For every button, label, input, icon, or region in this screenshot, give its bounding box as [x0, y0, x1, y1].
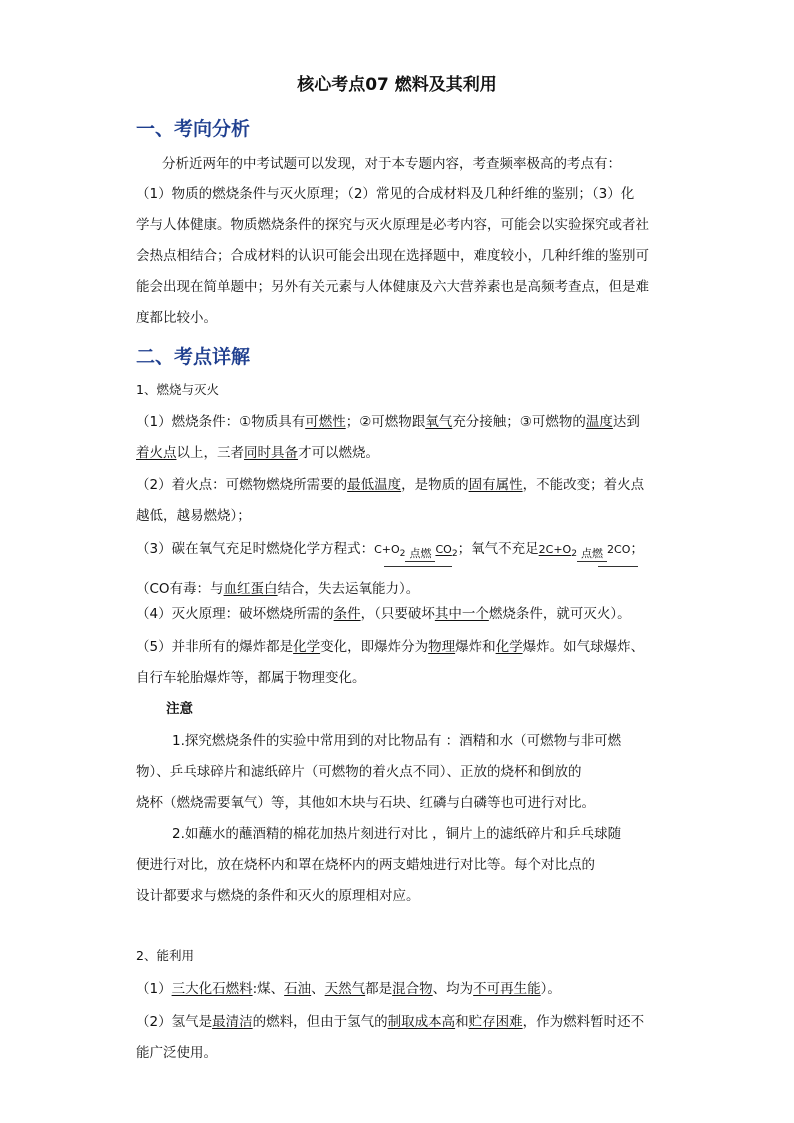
item-3-note-line: （CO有毒：与血红蛋白结合，失去运氧能力）。	[136, 581, 420, 597]
paragraph-line: 学与人体健康。物质燃烧条件的探究与灭火原理是必考内容，可能会以实验探究或者社	[136, 217, 649, 233]
item-2-line-b: 越低，越易燃烧）；	[136, 508, 251, 524]
item-5-line-b: 自行车轮胎爆炸等，都属于物理变化。	[136, 670, 366, 686]
paragraph-line: 度都比较小。	[136, 310, 217, 326]
equation-underline-2	[598, 566, 638, 567]
energy-item-2-line-b: 能广泛使用。	[136, 1045, 217, 1061]
note-2-line-a: 2.如蘸水的蘸酒精的棉花加热片刻进行对比 ，铜片上的滤纸碎片和乒乓球随	[172, 826, 622, 842]
note-2-line-b: 便进行对比，放在烧杯内和罩在烧杯内的两支蜡烛进行对比等。每个对比点的	[136, 857, 595, 873]
item-5-line-a: （5）并非所有的爆炸都是化学变化，即爆炸分为物理爆炸和化学爆炸。如气球爆炸、	[136, 639, 645, 655]
note-1-line-a: 1.探究燃烧条件的实验中常用到的对比物品有 ：酒精和水（可燃物与非可燃	[172, 733, 622, 749]
paragraph-line: （1）物质的燃烧条件与灭火原理；（2）常见的合成材料及几种纤维的鉴别；（3）化	[136, 186, 635, 202]
note-2-line-c: 设计都要求与燃烧的条件和灭火的原理相对应。	[136, 888, 420, 904]
subsection-title-energy: 2、能利用	[136, 948, 194, 963]
note-1-line-c: 烧杯（燃烧需要氧气）等，其他如木块与石块、红磷与白磷等也可进行对比。	[136, 795, 595, 811]
item-4-line: （4）灭火原理：破坏燃烧所需的条件，（只要破坏其中一个燃烧条件，就可灭火）。	[136, 606, 631, 622]
reaction-condition-1: 点燃	[405, 547, 435, 572]
equation-underline-1	[384, 566, 452, 567]
paragraph-line: 会热点相结合；合成材料的认识可能会出现在选择题中，难度较小，几种纤维的鉴别可	[136, 248, 649, 264]
subsection-title-combustion: 1、燃烧与灭火	[136, 382, 219, 397]
energy-item-2-line-a: （2）氢气是最清洁的燃料，但由于氢气的制取成本高和贮存困难，作为燃料暂时还不	[136, 1014, 645, 1030]
page-title: 核心考点07 燃料及其利用	[297, 75, 497, 95]
note-1-line-b: 物）、乒乓球碎片和滤纸碎片（可燃物的着火点不同）、正放的烧杯和倒放的	[136, 764, 582, 780]
item-3-equation-line: （3）碳在氧气充足时燃烧化学方程式：$C+O_2$ 点燃 $CO_2$；氧气不充足$2C+O_2$ 点燃 2CO；	[136, 537, 644, 572]
paragraph-line: 分析近两年的中考试题可以发现，对于本专题内容，考查频率极高的考点有：	[162, 156, 621, 172]
item-2-line-a: （2）着火点：可燃物燃烧所需要的最低温度，是物质的固有属性，不能改变；着火点	[136, 477, 645, 493]
reaction-condition-2: 点燃	[577, 547, 607, 572]
item-1-line-a: （1）燃烧条件：①物质具有可燃性；②可燃物跟氧气充分接触；③可燃物的温度达到	[136, 414, 640, 430]
section-heading-details: 二、考点详解	[136, 346, 251, 368]
section-heading-analysis: 一、考向分析	[136, 118, 251, 140]
item-1-line-b: 着火点以上，三者同时具备才可以燃烧。	[136, 445, 379, 461]
energy-item-1-line: （1）三大化石燃料:煤、石油、天然气都是混合物、均为不可再生能）。	[136, 981, 561, 997]
note-title: 注意	[166, 701, 193, 717]
paragraph-line: 能会出现在简单题中；另外有关元素与人体健康及六大营养素也是高频考查点，但是难	[136, 279, 649, 295]
